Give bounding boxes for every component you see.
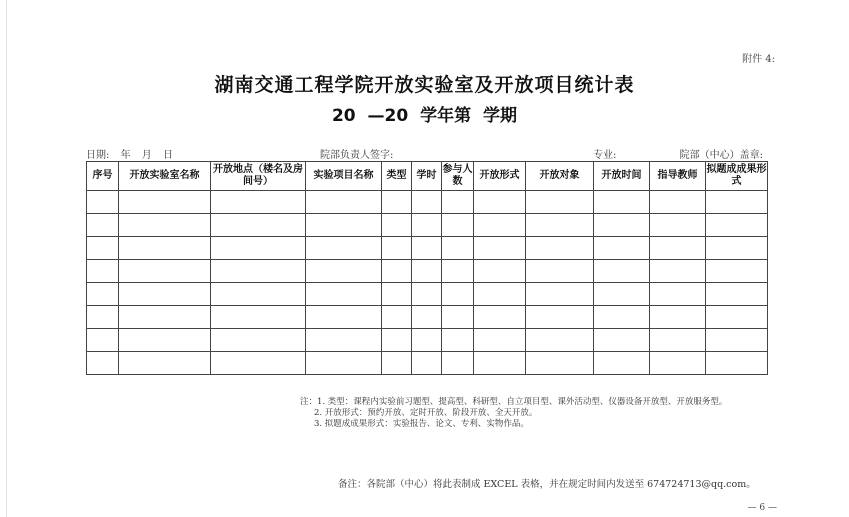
table-cell[interactable] (706, 329, 768, 352)
table-cell[interactable] (211, 283, 306, 306)
table-cell[interactable] (474, 352, 526, 375)
header-hours: 学时 (412, 162, 442, 191)
table-row (87, 237, 768, 260)
table-cell[interactable] (87, 306, 119, 329)
header-open-time: 开放时间 (594, 162, 650, 191)
table-cell[interactable] (442, 329, 474, 352)
table-cell[interactable] (119, 306, 211, 329)
header-location: 开放地点（楼名及房间号） (211, 162, 306, 191)
semester-subtitle: 20 —20 学年第 学期 (331, 106, 518, 126)
table-cell[interactable] (87, 283, 119, 306)
table-cell[interactable] (211, 237, 306, 260)
table-cell[interactable] (594, 352, 650, 375)
table-cell[interactable] (412, 214, 442, 237)
signer-label: 院部负责人签字: (320, 150, 394, 161)
table-cell[interactable] (412, 329, 442, 352)
header-type: 类型 (382, 162, 412, 191)
table-cell[interactable] (412, 237, 442, 260)
table-cell[interactable] (412, 352, 442, 375)
table-cell[interactable] (119, 237, 211, 260)
table-cell[interactable] (474, 260, 526, 283)
dept-info (533, 146, 763, 161)
table-cell[interactable] (526, 191, 594, 214)
note-line: 3. 拟题成成果形式：实验报告、论文、专利、实物作品。 (314, 419, 529, 429)
table-cell[interactable] (87, 237, 119, 260)
table-cell[interactable] (442, 214, 474, 237)
table-cell[interactable] (442, 283, 474, 306)
day-label: 日 (162, 150, 173, 161)
header-instructor: 指导教师 (650, 162, 706, 191)
table-row (87, 283, 768, 306)
table-cell[interactable] (594, 329, 650, 352)
table-cell[interactable] (412, 283, 442, 306)
table-cell[interactable] (306, 237, 382, 260)
table-cell[interactable] (594, 260, 650, 283)
table-cell[interactable] (706, 191, 768, 214)
month-label: 月 (141, 150, 152, 161)
table-cell[interactable] (650, 237, 706, 260)
table-cell[interactable] (526, 352, 594, 375)
table-cell[interactable] (442, 237, 474, 260)
header-participants: 参与人数 (442, 162, 474, 191)
table-cell[interactable] (87, 260, 119, 283)
note-line: 注：1. 类型：课程内实验前习题型、提高型、科研型、自立项目型、课外活动型、仪器设备开放型、开放服务型。 (300, 397, 728, 407)
header-index: 序号 (87, 162, 119, 191)
table-cell[interactable] (211, 260, 306, 283)
table-cell[interactable] (87, 191, 119, 214)
table-cell[interactable] (650, 214, 706, 237)
dept-stamp-label: 院部（中心）盖章: (679, 150, 763, 161)
table-cell[interactable] (442, 260, 474, 283)
table-cell[interactable] (650, 260, 706, 283)
table-cell[interactable] (474, 191, 526, 214)
table-cell[interactable] (442, 306, 474, 329)
table-cell[interactable] (119, 191, 211, 214)
table-cell[interactable] (594, 191, 650, 214)
table-row (87, 352, 768, 375)
table-cell[interactable] (706, 260, 768, 283)
table-cell[interactable] (526, 283, 594, 306)
table-cell[interactable] (211, 352, 306, 375)
table-body (87, 191, 768, 375)
table-row (87, 260, 768, 283)
table-cell[interactable] (594, 237, 650, 260)
table-cell[interactable] (119, 283, 211, 306)
table-cell[interactable] (706, 306, 768, 329)
table-cell[interactable] (382, 237, 412, 260)
note-line: 2. 开放形式：预约开放、定时开放、阶段开放、全天开放。 (314, 408, 538, 418)
table-cell[interactable] (211, 306, 306, 329)
table-cell[interactable] (412, 306, 442, 329)
table-cell[interactable] (306, 352, 382, 375)
table-cell[interactable] (706, 352, 768, 375)
table-cell[interactable] (706, 237, 768, 260)
table-cell[interactable] (474, 306, 526, 329)
table-cell[interactable] (306, 260, 382, 283)
table-cell[interactable] (382, 352, 412, 375)
date-info (86, 146, 181, 161)
table-cell[interactable] (412, 191, 442, 214)
table-row (87, 329, 768, 352)
table-cell[interactable] (382, 283, 412, 306)
page-number: — 6 — (747, 503, 777, 513)
table-cell[interactable] (650, 352, 706, 375)
table-cell[interactable] (594, 283, 650, 306)
page-title: 湖南交通工程学院开放实验室及开放项目统计表 (214, 74, 635, 96)
table-cell[interactable] (382, 214, 412, 237)
major-label: 专业: (593, 150, 617, 161)
table-cell[interactable] (526, 260, 594, 283)
table-cell[interactable] (526, 214, 594, 237)
table-cell[interactable] (306, 214, 382, 237)
table-cell[interactable] (306, 329, 382, 352)
header-open-form: 开放形式 (474, 162, 526, 191)
table-cell[interactable] (87, 352, 119, 375)
table-cell[interactable] (526, 237, 594, 260)
table-header-row (87, 162, 768, 191)
table-cell[interactable] (650, 306, 706, 329)
notes-block (300, 397, 760, 430)
year-label: 年 (120, 150, 131, 161)
table-row (87, 306, 768, 329)
table-cell[interactable] (87, 329, 119, 352)
table-cell[interactable] (119, 214, 211, 237)
header-lab-name: 开放实验室名称 (119, 162, 211, 191)
table-cell[interactable] (594, 306, 650, 329)
table-cell[interactable] (306, 191, 382, 214)
table-cell[interactable] (650, 329, 706, 352)
table-cell[interactable] (211, 329, 306, 352)
table-cell[interactable] (706, 283, 768, 306)
table-cell[interactable] (211, 214, 306, 237)
remark: 备注：各院部（中心）将此表制成 EXCEL 表格，并在规定时间内发送至 674724713@qq.com。 (338, 479, 756, 490)
table-cell[interactable] (526, 306, 594, 329)
table-cell[interactable] (526, 329, 594, 352)
header-project-name: 实验项目名称 (306, 162, 382, 191)
table-cell[interactable] (706, 214, 768, 237)
table-cell[interactable] (474, 237, 526, 260)
table-cell[interactable] (119, 352, 211, 375)
table-cell[interactable] (382, 191, 412, 214)
table-cell[interactable] (474, 329, 526, 352)
table-cell[interactable] (382, 306, 412, 329)
table-cell[interactable] (442, 352, 474, 375)
table-cell[interactable] (306, 283, 382, 306)
table-cell[interactable] (306, 306, 382, 329)
table-cell[interactable] (382, 329, 412, 352)
table-row (87, 214, 768, 237)
table-cell[interactable] (382, 260, 412, 283)
table-cell[interactable] (211, 191, 306, 214)
table-cell[interactable] (650, 191, 706, 214)
table-row (87, 191, 768, 214)
table-cell[interactable] (442, 191, 474, 214)
table-cell[interactable] (474, 283, 526, 306)
date-label: 日期: (86, 150, 110, 161)
table-cell[interactable] (87, 214, 119, 237)
attachment-label: 附件 4: (742, 54, 775, 65)
header-result-form: 拟题成成果形式 (706, 162, 768, 191)
lab-statistics-table (86, 161, 768, 375)
table-cell[interactable] (412, 260, 442, 283)
table-cell[interactable] (650, 283, 706, 306)
table-cell[interactable] (119, 329, 211, 352)
header-audience: 开放对象 (526, 162, 594, 191)
table-cell[interactable] (594, 214, 650, 237)
table-cell[interactable] (119, 260, 211, 283)
table-cell[interactable] (474, 214, 526, 237)
